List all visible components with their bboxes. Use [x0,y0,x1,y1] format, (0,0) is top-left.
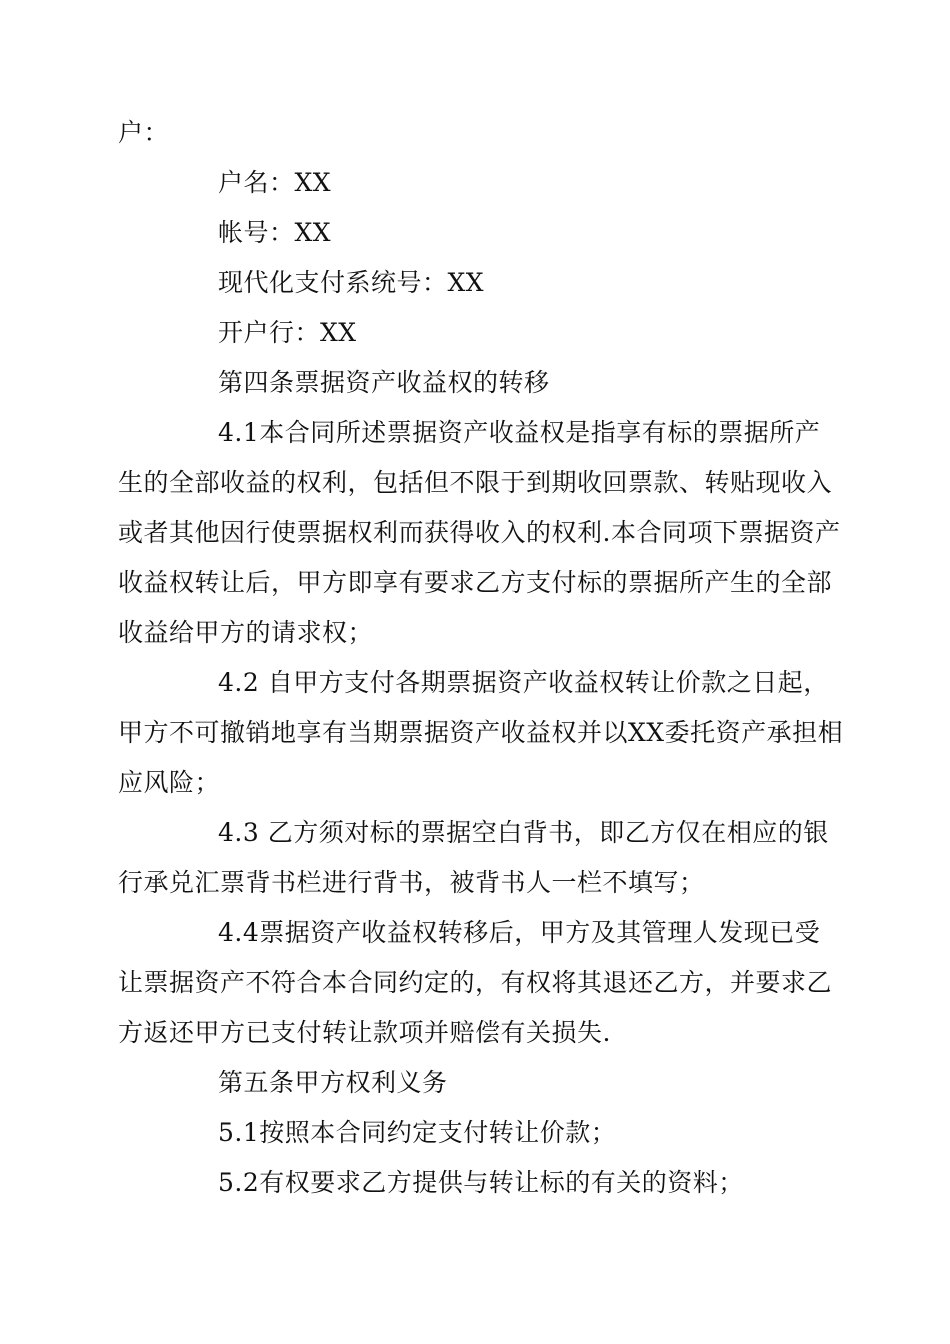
clause-4-2-line-2: 甲方不可撤销地享有当期票据资产收益权并以XX委托资产承担相 [118,718,844,747]
clause-5-1: 5.1按照本合同约定支付转让价款； [218,1118,617,1147]
opening-bank: 开户行：XX [218,318,357,347]
clause-4-3-line-1: 4.3 乙方须对标的票据空白背书，即乙方仅在相应的银 [218,818,829,847]
clause-4-3-line-2: 行承兑汇票背书栏进行背书，被背书人一栏不填写； [118,868,705,897]
clause-4-1-line-1: 4.1本合同所述票据资产收益权是指享有标的票据所产 [218,418,821,447]
clause-4-1-line-4: 收益权转让后，甲方即享有要求乙方支付标的票据所产生的全部 [118,568,833,597]
clause-4-1-line-3: 或者其他因行使票据权利而获得收入的权利.本合同项下票据资产 [118,518,841,547]
article-4-heading: 第四条票据资产收益权的转移 [218,368,550,397]
clause-4-4-line-3: 方返还甲方已支付转让款项并赔偿有关损失. [118,1018,611,1047]
payment-system-number: 现代化支付系统号：XX [218,268,485,297]
clause-4-1-line-2: 生的全部收益的权利，包括但不限于到期收回票款、转贴现收入 [118,468,833,497]
clause-4-2-line-1: 4.2 自甲方支付各期票据资产收益权转让价款之日起， [218,668,829,697]
account-name: 户名：XX [218,168,332,197]
account-number: 帐号：XX [218,218,332,247]
clause-4-4-line-2: 让票据资产不符合本合同约定的，有权将其退还乙方，并要求乙 [118,968,833,997]
clause-4-4-line-1: 4.4票据资产收益权转移后，甲方及其管理人发现已受 [218,918,821,947]
account-label: 户： [118,118,170,147]
clause-4-2-line-3: 应风险； [118,768,221,797]
article-5-heading: 第五条甲方权利义务 [218,1068,448,1097]
clause-5-2: 5.2有权要求乙方提供与转让标的有关的资料； [218,1168,744,1197]
clause-4-1-line-5: 收益给甲方的请求权； [118,618,374,647]
